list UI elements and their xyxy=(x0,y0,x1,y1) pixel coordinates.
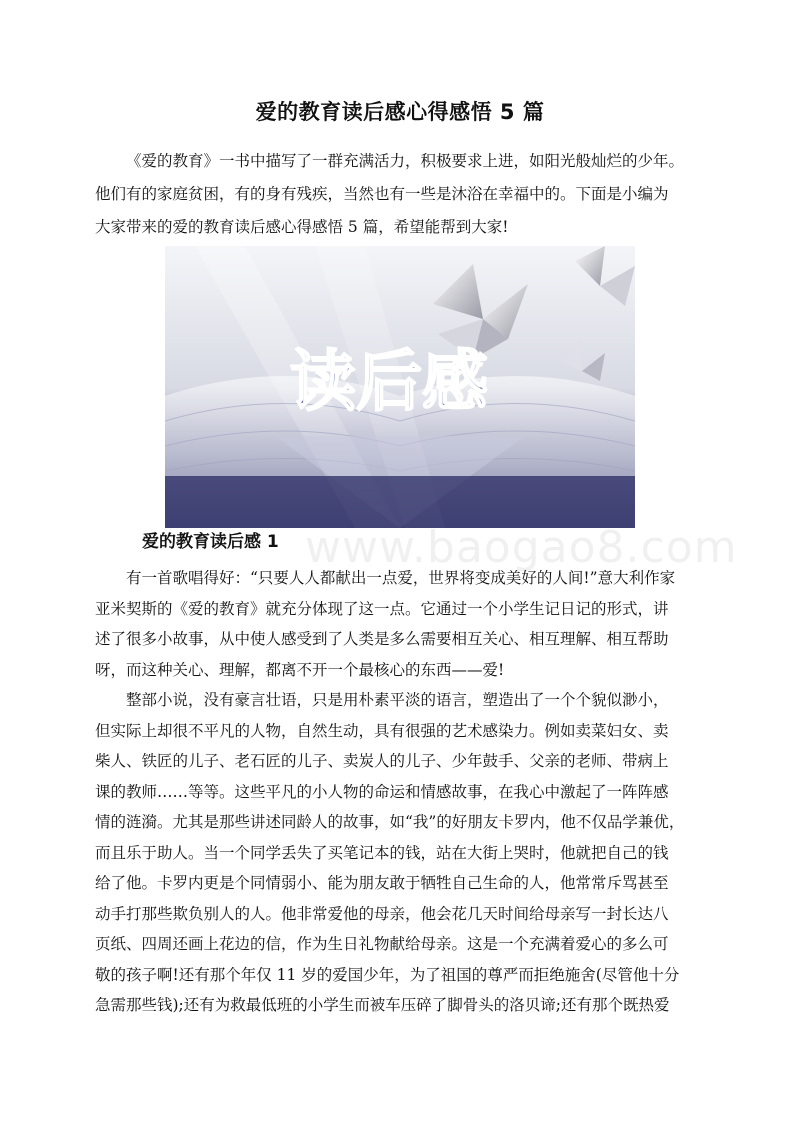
essay-body xyxy=(95,563,725,1021)
paragraph-line: 柴人、铁匠的儿子、老石匠的儿子、卖炭人的儿子、少年鼓手、父亲的老师、带病上 xyxy=(95,752,669,770)
watermark: www.baogao8.com xyxy=(305,522,738,573)
paragraph-line: 给了他。卡罗内更是个同情弱小、能为朋友敢于牺牲自己生命的人，他常常斥骂甚至 xyxy=(95,874,669,892)
intro-line: 他们有的家庭贫困，有的身有残疾，当然也有一些是沐浴在幸福中的。下面是小编为 xyxy=(95,185,669,203)
paragraph-line: 动手打那些欺负别人的人。他非常爱他的母亲，他会花几天时间给母亲写一封长达八 xyxy=(95,904,669,923)
paragraph-line: 而且乐于助人。当一个同学丢失了买笔记本的钱，站在大街上哭时，他就把自己的钱 xyxy=(95,843,669,862)
butterfly-book-illustration-icon xyxy=(165,246,635,528)
paragraph-line: 有一首歌唱得好：“只要人人都献出一点爱，世界将变成美好的人间!”意大利作家 xyxy=(126,569,676,587)
intro-line: 《爱的教育》一书中描写了一群充满活力，积极要求上进，如阳光般灿烂的少年。 xyxy=(126,152,685,170)
intro-line: 大家带来的爱的教育读后感心得感悟 5 篇，希望能帮到大家! xyxy=(95,218,509,236)
hero-image xyxy=(165,246,635,528)
intro-paragraph xyxy=(95,145,725,244)
paragraph-line: 呀，而这种关心、理解，都离不开一个最核心的东西——爱! xyxy=(95,660,505,679)
hero-image-text: 读后感 xyxy=(290,343,488,420)
paragraph-line: 整部小说，没有豪言壮语，只是用朴素平淡的语言，塑造出了一个个貌似渺小， xyxy=(126,691,669,709)
document-title: 爱的教育读后感心得感悟 5 篇 xyxy=(255,100,545,124)
paragraph-line: 课的教师……等等。这些平凡的小人物的命运和情感故事，在我心中激起了一阵阵感 xyxy=(95,782,669,801)
paragraph-line: 述了很多小故事，从中使人感受到了人类是多么需要相互关心、相互理解、相互帮助 xyxy=(95,630,669,648)
paragraph-line: 但实际上却很不平凡的人物，自然生动，具有很强的艺术感染力。例如卖菜妇女、卖 xyxy=(95,721,669,740)
paragraph-line: 敬的孩子啊!还有那个年仅 11 岁的爱国少年，为了祖国的尊严而拒绝施舍(尽管他十分 xyxy=(95,965,680,984)
section-heading: 爱的教育读后感 1 xyxy=(142,532,279,552)
paragraph-line: 情的涟漪。尤其是那些讲述同龄人的故事，如“我”的好朋友卡罗内，他不仅品学兼优， xyxy=(95,813,685,831)
paragraph-line: 亚米契斯的《爱的教育》就充分体现了这一点。它通过一个小学生记日记的形式，讲 xyxy=(95,599,669,618)
paragraph-line: 页纸、四周还画上花边的信，作为生日礼物献给母亲。这是一个充满着爱心的多么可 xyxy=(95,935,669,953)
paragraph-line: 急需那些钱);还有为救最低班的小学生而被车压碎了脚骨头的洛贝谛;还有那个既热爱 xyxy=(95,996,670,1014)
